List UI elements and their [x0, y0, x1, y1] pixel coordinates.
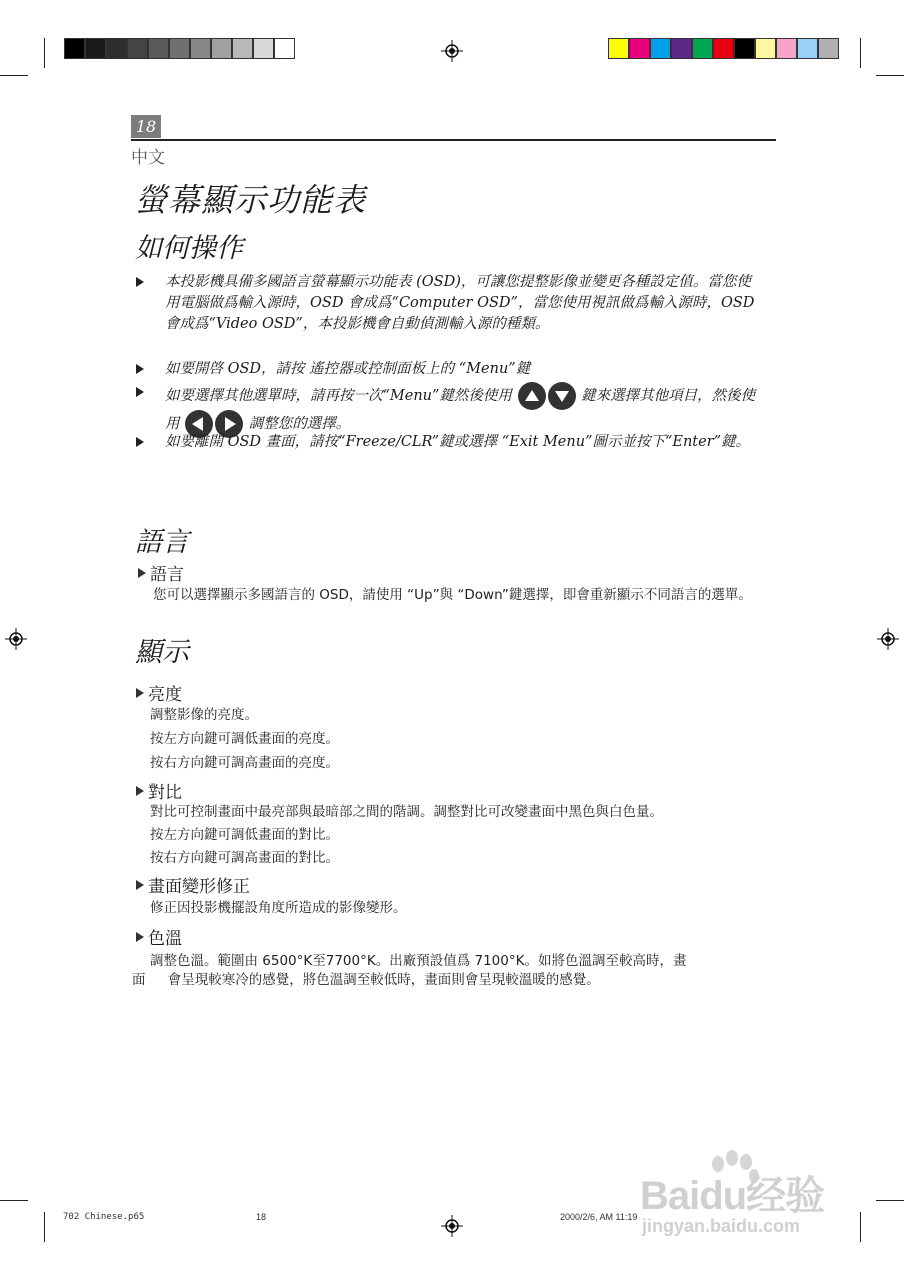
footer-filename: 702 Chinese.p65 [63, 1212, 145, 1222]
subsection-title-text: 畫面變形修正 [148, 877, 250, 897]
bullet-text: 本投影機具備多國語言螢幕顯示功能表 (OSD)，可讓您提整影像並變更各種設定值。當您使用電腦做爲輸入源時，OSD 會成爲“Computer OSD”，當您使用視訊做爲輸入源時，OSD會成爲“Video OSD”，本投影機會自動偵測輸入源的種類。 [165, 274, 755, 332]
crop-mark [44, 1212, 45, 1242]
color-swatch [211, 38, 232, 59]
section-heading-language: 語言 [135, 527, 189, 558]
color-swatch [629, 38, 650, 59]
bullet-item [136, 359, 756, 380]
color-swatch [106, 38, 127, 59]
crop-mark [0, 1200, 28, 1201]
color-swatch [148, 38, 169, 59]
gray-swatch-bar [64, 38, 295, 59]
color-swatch [818, 38, 839, 59]
color-swatch [755, 38, 776, 59]
subsection-title [136, 680, 182, 705]
color-swatch [713, 38, 734, 59]
bullet-text: 如要開啓 OSD，請按 遙控器或控制面板上的 “Menu”鍵 [165, 361, 531, 377]
crop-mark [44, 38, 45, 68]
subsection-title-text: 對比 [148, 783, 182, 803]
registration-target-icon [441, 40, 463, 62]
color-swatch [232, 38, 253, 59]
bullet-arrow-icon [136, 688, 144, 698]
bullet-text-after: 調整您的選擇。 [248, 416, 351, 432]
page-number: 18 [131, 115, 161, 138]
bullet-arrow-icon [136, 437, 144, 447]
bullet-item [136, 272, 756, 335]
subsection-title-text: 語言 [150, 565, 184, 585]
watermark-url: jingyan.baidu.com [642, 1216, 801, 1236]
subsection-title-text: 亮度 [148, 685, 182, 705]
section-heading-display: 顯示 [135, 637, 189, 668]
body-text: 按右方向鍵可調高畫面的亮度。 [150, 755, 339, 771]
bullet-text-middle: 鍵來選擇其他項目，然後使用 [165, 388, 756, 432]
body-text: 修正因投影機擺設角度所造成的影像變形。 [150, 900, 407, 916]
page-title: 螢幕顯示功能表 [135, 181, 367, 219]
registration-target-icon [877, 628, 899, 650]
color-swatch [797, 38, 818, 59]
section-heading-how: 如何操作 [135, 233, 243, 264]
body-text: 按左方向鍵可調低畫面的亮度。 [150, 731, 339, 747]
body-text: 調整影像的亮度。 [150, 707, 258, 723]
bullet-arrow-icon [136, 387, 144, 397]
color-swatch [692, 38, 713, 59]
body-text: 對比可控制畫面中最亮部與最暗部之間的階調。調整對比可改變畫面中黑色與白色量。 [150, 804, 663, 820]
body-text: 調整色溫。範圍由 6500°K至7700°K。出廠預設值爲 7100°K。如將色溫調至較高時，畫 [150, 953, 687, 969]
bullet-arrow-icon [136, 364, 144, 374]
down-arrow-icon [548, 382, 576, 410]
bullet-text-before: 如要選擇其他選單時，請再按一次“Menu”鍵然後使用 [165, 388, 512, 404]
subsection-title [136, 872, 250, 897]
watermark-logo-text: Baidu经验 [640, 1174, 825, 1218]
body-text-rest: 會呈現較寒冷的感覺，將色溫調至較低時，畫面則會呈現較溫暖的感覺。 [167, 972, 600, 988]
color-swatch [85, 38, 106, 59]
bullet-text: 如要離開 OSD 畫面，請按“Freeze/CLR”鍵或選擇 “Exit Menu”圖示並按下“Enter”鍵。 [165, 434, 751, 450]
subsection-title [136, 924, 182, 949]
crop-mark [876, 75, 904, 76]
color-swatch-bar [608, 38, 839, 59]
bullet-arrow-icon [136, 277, 144, 287]
body-text: 您可以選擇顯示多國語言的 OSD，請使用 “Up”與 “Down”鍵選擇，即會重新顯示不同語言的選單。 [153, 587, 752, 603]
header-rule [131, 139, 776, 141]
color-swatch [734, 38, 755, 59]
body-text: 按左方向鍵可調低畫面的對比。 [150, 827, 339, 843]
color-swatch [169, 38, 190, 59]
footer-datetime: 2000/2/6, AM 11:19 [560, 1212, 638, 1222]
subsection-title [136, 778, 182, 803]
color-swatch [127, 38, 148, 59]
body-text [132, 970, 762, 990]
up-arrow-icon [518, 382, 546, 410]
subsection-title-text: 色溫 [148, 929, 182, 949]
color-swatch [671, 38, 692, 59]
crop-mark [876, 1200, 904, 1201]
bullet-arrow-icon [136, 932, 144, 942]
body-text: 按右方向鍵可調高畫面的對比。 [150, 850, 339, 866]
subsection-title [138, 560, 184, 585]
bullet-arrow-icon [138, 568, 146, 578]
bullet-arrow-icon [136, 786, 144, 796]
color-swatch [608, 38, 629, 59]
footer-page: 18 [256, 1212, 267, 1222]
crop-mark [0, 75, 28, 76]
bullet-item [136, 382, 756, 438]
crop-mark [860, 38, 861, 68]
registration-target-icon [5, 628, 27, 650]
color-swatch [64, 38, 85, 59]
crop-mark [860, 1212, 861, 1242]
color-swatch [274, 38, 295, 59]
color-swatch [776, 38, 797, 59]
bullet-arrow-icon [136, 880, 144, 890]
bullet-item [136, 432, 756, 453]
color-swatch [253, 38, 274, 59]
registration-target-icon [441, 1215, 463, 1237]
color-swatch [650, 38, 671, 59]
bullet-text [165, 382, 756, 438]
baidu-watermark [640, 1150, 860, 1250]
color-swatch [190, 38, 211, 59]
language-label: 中文 [131, 148, 165, 168]
body-text-lead: 面 [132, 972, 146, 988]
